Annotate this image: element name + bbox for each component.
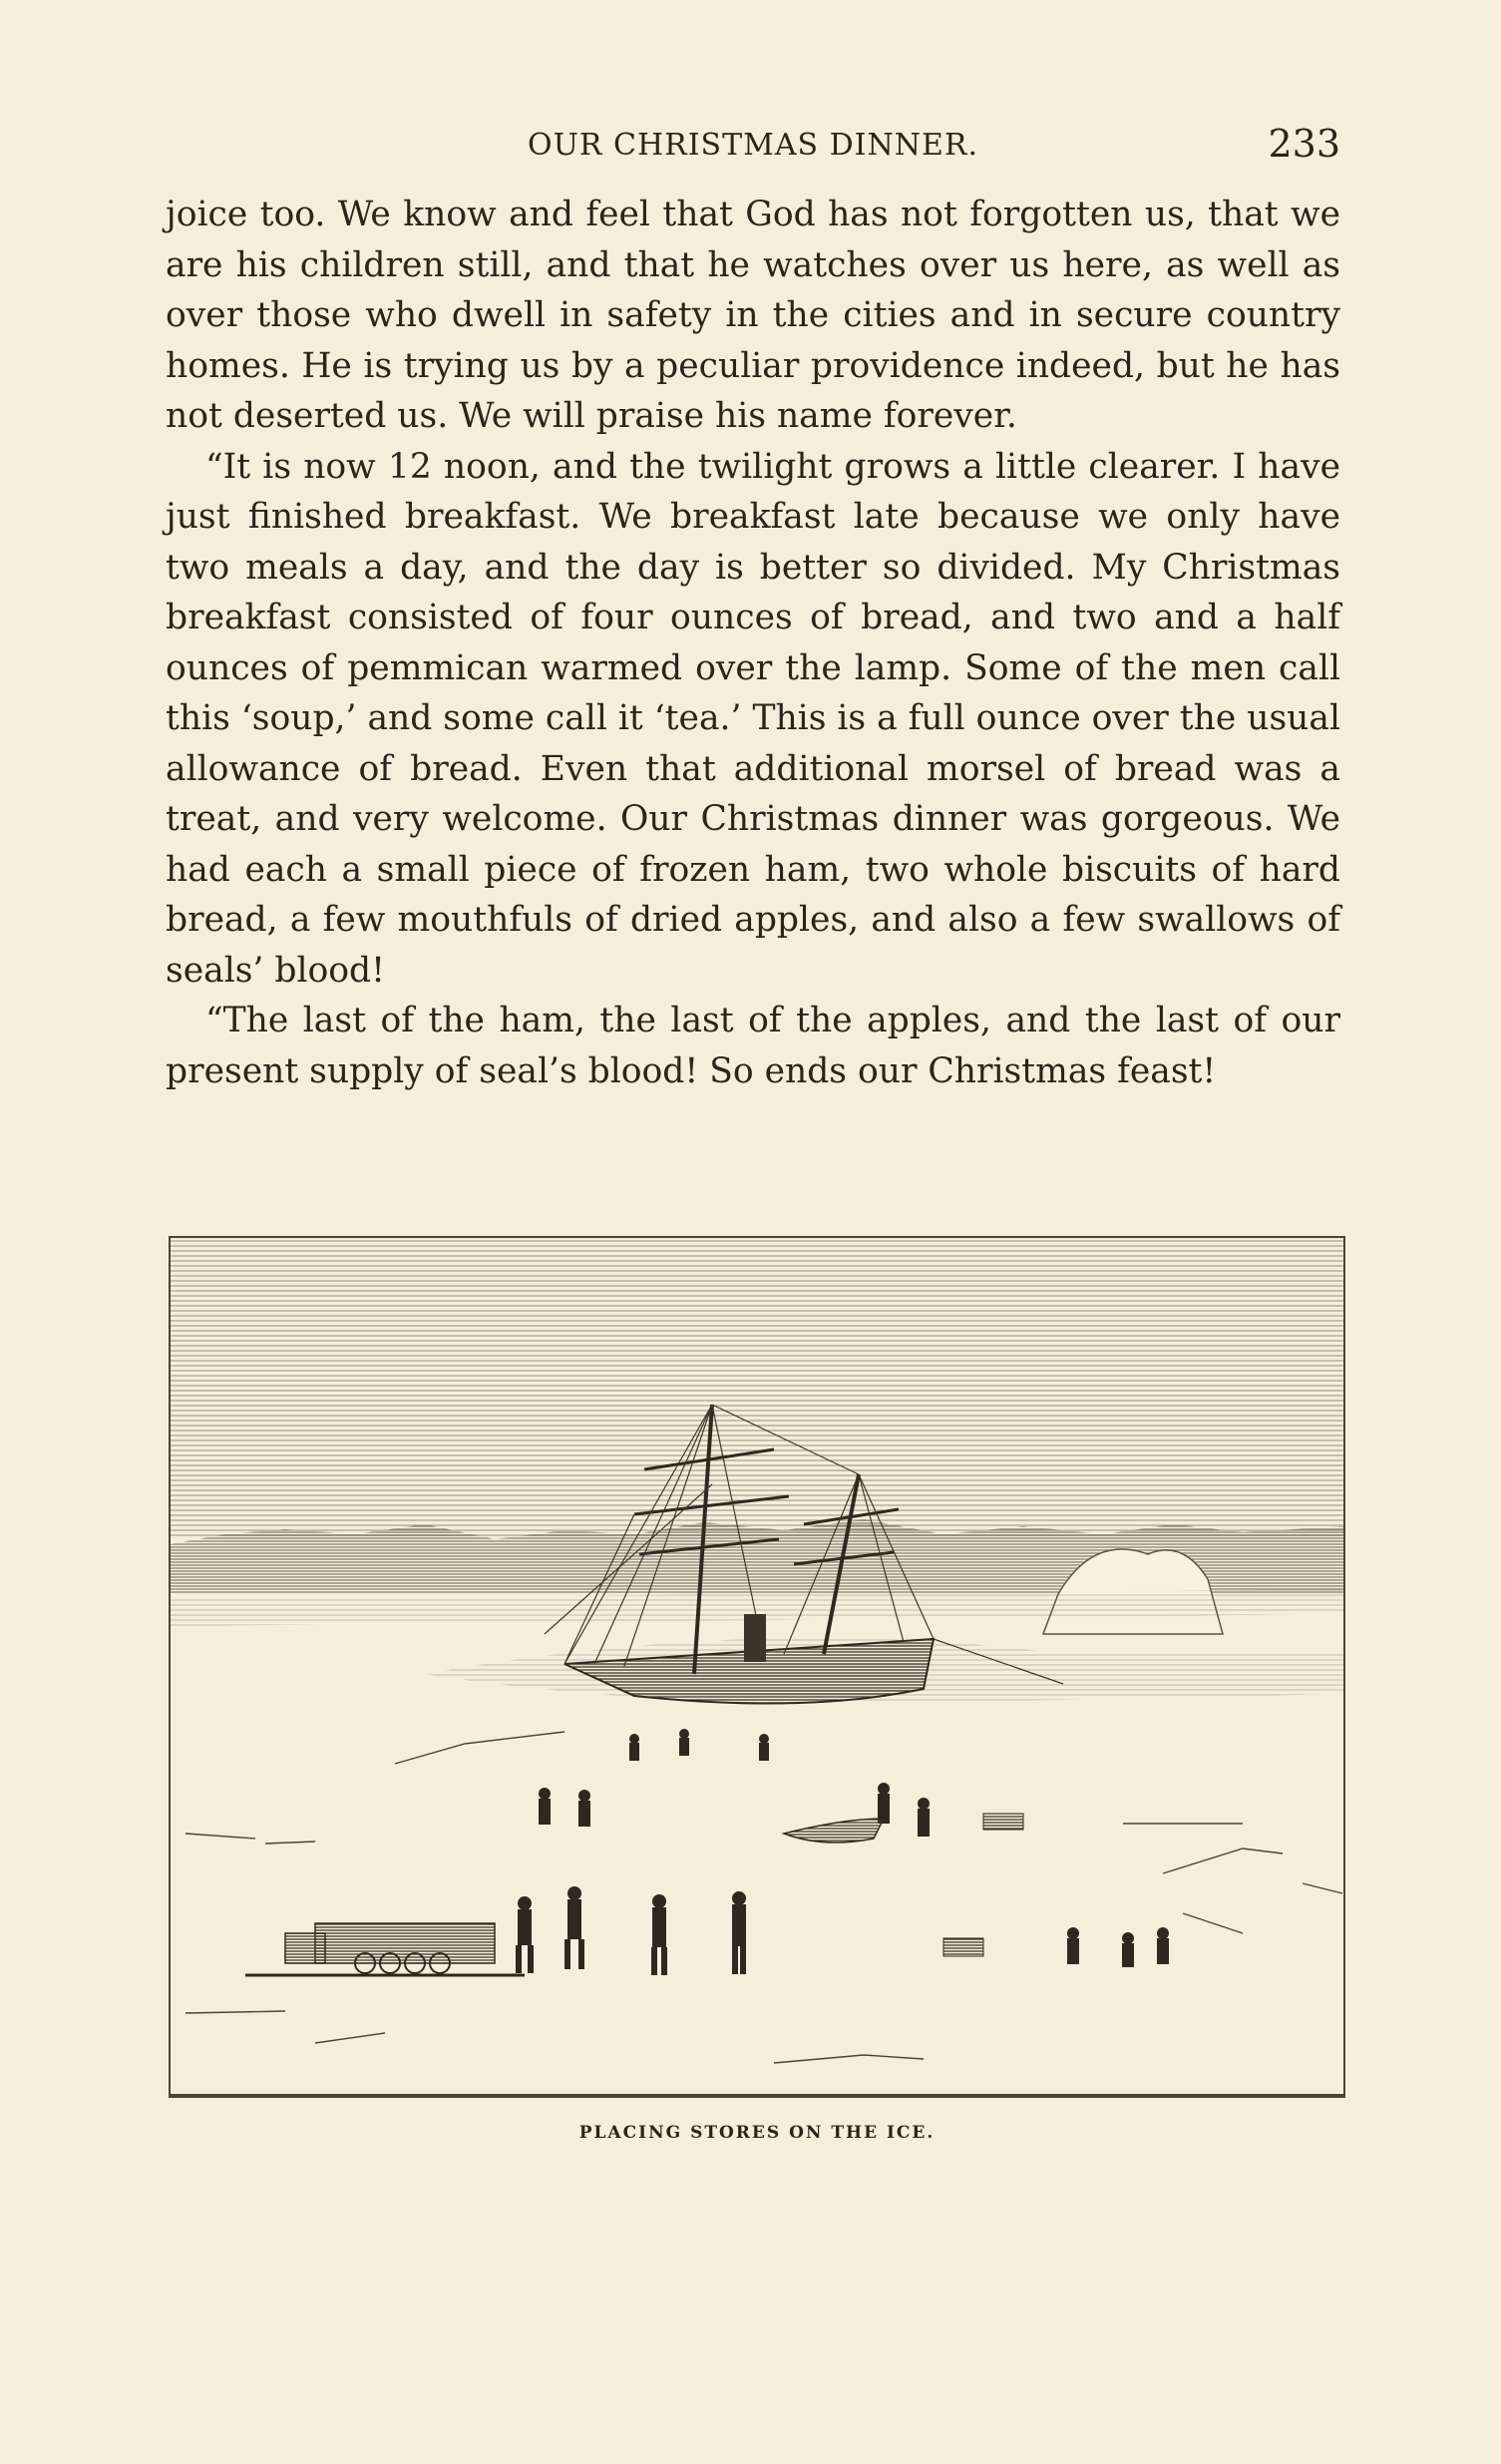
boat-on-ice [784,1819,884,1843]
engraving-illustration [166,1235,1348,2101]
running-head [166,118,1340,168]
paragraph: “It is now 12 noon, and the twilight grows a little clearer. I have just finished breakfast. We breakfast late because we only have two meals a day, and the day is better so divided. My Christmas breakfast consisted of four ounces of bread, and two and a half ounces of pemmican warmed over the lamp. Some of the men call this ‘soup,’ and some call it ‘tea.’ This is a full ounce over the usual allowance of bread. Even that additional morsel of bread was a treat, and very welcome. Our Christmas dinner was gorgeous. We had each a small piece of frozen ham, two whole biscuits of hard bread, a few mouthfuls of dried apples, and also a few swallows of seals’ blood! [166,446,1340,991]
paragraph: joice too. We know and feel that God has not forgotten us, that we are his children still, and that he watches over us here, as well as over those who dwell in safety in the cities and in secure country homes. He is trying us by a peculiar providence indeed, but he has not deserted us. We will praise his name forever. [166,195,1340,436]
crew-figures [516,1729,1169,1975]
sky [171,1238,1343,1537]
small-stores [983,1814,1023,1830]
ice-cracks [186,1732,1342,2063]
engraving-drawing [166,1235,1348,2101]
ship-funnel [744,1614,766,1662]
body-text [166,190,1340,1096]
paragraph: “The last of the ham, the last of the apples, and the last of our present supply of seal’s blood! So ends our Christmas feast! [166,1001,1340,1091]
figure-caption: PLACING STORES ON THE ICE. [578,2123,936,2143]
sledge-with-stores [245,1923,525,1975]
running-title: OUR CHRISTMAS DINNER. [527,128,978,163]
page-number: 233 [1268,122,1340,166]
